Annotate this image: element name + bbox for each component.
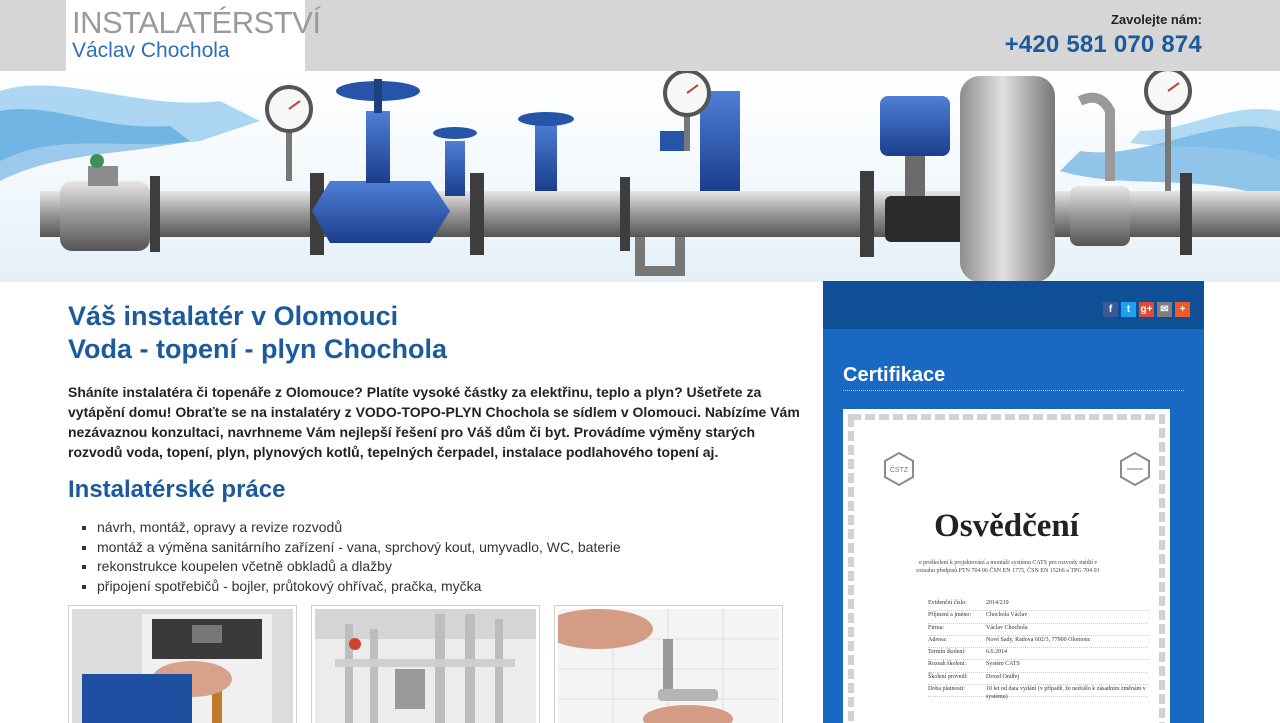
services-heading: Instalatérské práce xyxy=(68,476,286,503)
pipes-illustration xyxy=(0,71,1280,282)
certificate-row: Příjmení a jméno: Chochola Václav xyxy=(928,611,1148,623)
intro-paragraph: Sháníte instalatéra či topenáře z Olomouce? Platíte vysoké částky za elektřinu, teplo a plyn? Ušetřete za vytápění domu! Obraťte se na instalatéry z VODO-TOPO-PLYN Chochola se sídlem v Olomouci. Nabízíme Vám nezávaznou konzultaci, navrhneme Vám nejlepší řešení pro Váš dům či byt. Provádíme výměny starých rozvodů voda, topení, plyn, plynových kotlů, tepelných čerpadel, instalace podlahového topení aj. xyxy=(68,384,800,460)
phone-number[interactable]: +420 581 070 874 xyxy=(1004,31,1202,58)
facebook-share-icon[interactable]: f xyxy=(1103,302,1118,317)
gallery-photo-boiler[interactable] xyxy=(68,605,297,723)
header xyxy=(0,0,1280,71)
seal-left-icon xyxy=(885,453,913,485)
page-title-line1: Váš instalatér v Olomouci xyxy=(68,301,399,331)
page-title-line2: Voda - topení - plyn Chochola xyxy=(68,334,447,364)
certificate-row: Evidenční číslo: 2014/219 xyxy=(928,599,1148,611)
certificate-details xyxy=(928,599,1148,701)
share-buttons xyxy=(1103,302,1190,317)
twitter-share-icon[interactable]: t xyxy=(1121,302,1136,317)
certificate-row: Firma: Václav Chochola xyxy=(928,624,1148,636)
main-content xyxy=(68,300,808,596)
photo-gallery xyxy=(68,605,808,723)
certificate-row: Rozsah školení: Systém CATS xyxy=(928,660,1148,672)
list-item: připojení spotřebičů - bojler, průtokový ohřívač, pračka, myčka xyxy=(68,577,808,597)
page-title xyxy=(68,300,808,366)
certificate-image[interactable] xyxy=(843,409,1170,723)
list-item: návrh, montáž, opravy a revize rozvodů xyxy=(68,518,808,538)
services-list xyxy=(68,518,808,596)
seal-right-icon xyxy=(1121,453,1149,485)
gallery-photo-faucet[interactable] xyxy=(554,605,783,723)
certificate-row: Školení provedl: Drozd Ondřej xyxy=(928,673,1148,685)
certificate-row: Termín školení: 6.6.2014 xyxy=(928,648,1148,660)
certification-heading: Certifikace xyxy=(843,364,946,386)
certificate-row: Doba platnosti: 10 let od data vydání (v případě, že nedošlo k zásadním změnám v systému) xyxy=(928,685,1148,697)
divider xyxy=(843,390,1184,391)
certificate-description: o proškolení k projektování a montáži systému CATS pro rozvody médií v rozsahu předpisů PTN 704 06 ČSN EN 1775, ČSN EN 15266 a TPG 704 01 xyxy=(916,560,1100,574)
hero-banner xyxy=(0,71,1280,282)
certificate-title: Osvědčení xyxy=(934,508,1079,544)
list-item: rekonstrukce koupelen včetně obkladů a dlažby xyxy=(68,557,808,577)
list-item: montáž a výměna sanitárního zařízení - vana, sprchový kout, umyvadlo, WC, baterie xyxy=(68,538,808,558)
certificate-row: Adresa: Nové Sady, Radova 602/3, 77900 Olomouc xyxy=(928,636,1148,648)
email-share-icon[interactable]: ✉ xyxy=(1157,302,1172,317)
site-logo[interactable] xyxy=(66,0,321,71)
seal-left-text: ČSTZ xyxy=(889,467,909,474)
google-plus-share-icon[interactable]: g+ xyxy=(1140,304,1153,315)
call-label: Zavolejte nám: xyxy=(1110,12,1202,27)
logo-sub-text: Václav Chochola xyxy=(72,39,230,62)
logo-main-text: INSTALATÉRSTVÍ xyxy=(72,5,321,40)
gallery-photo-pipes[interactable] xyxy=(311,605,540,723)
sidebar xyxy=(823,281,1204,723)
more-share-icon[interactable]: + xyxy=(1175,302,1190,317)
